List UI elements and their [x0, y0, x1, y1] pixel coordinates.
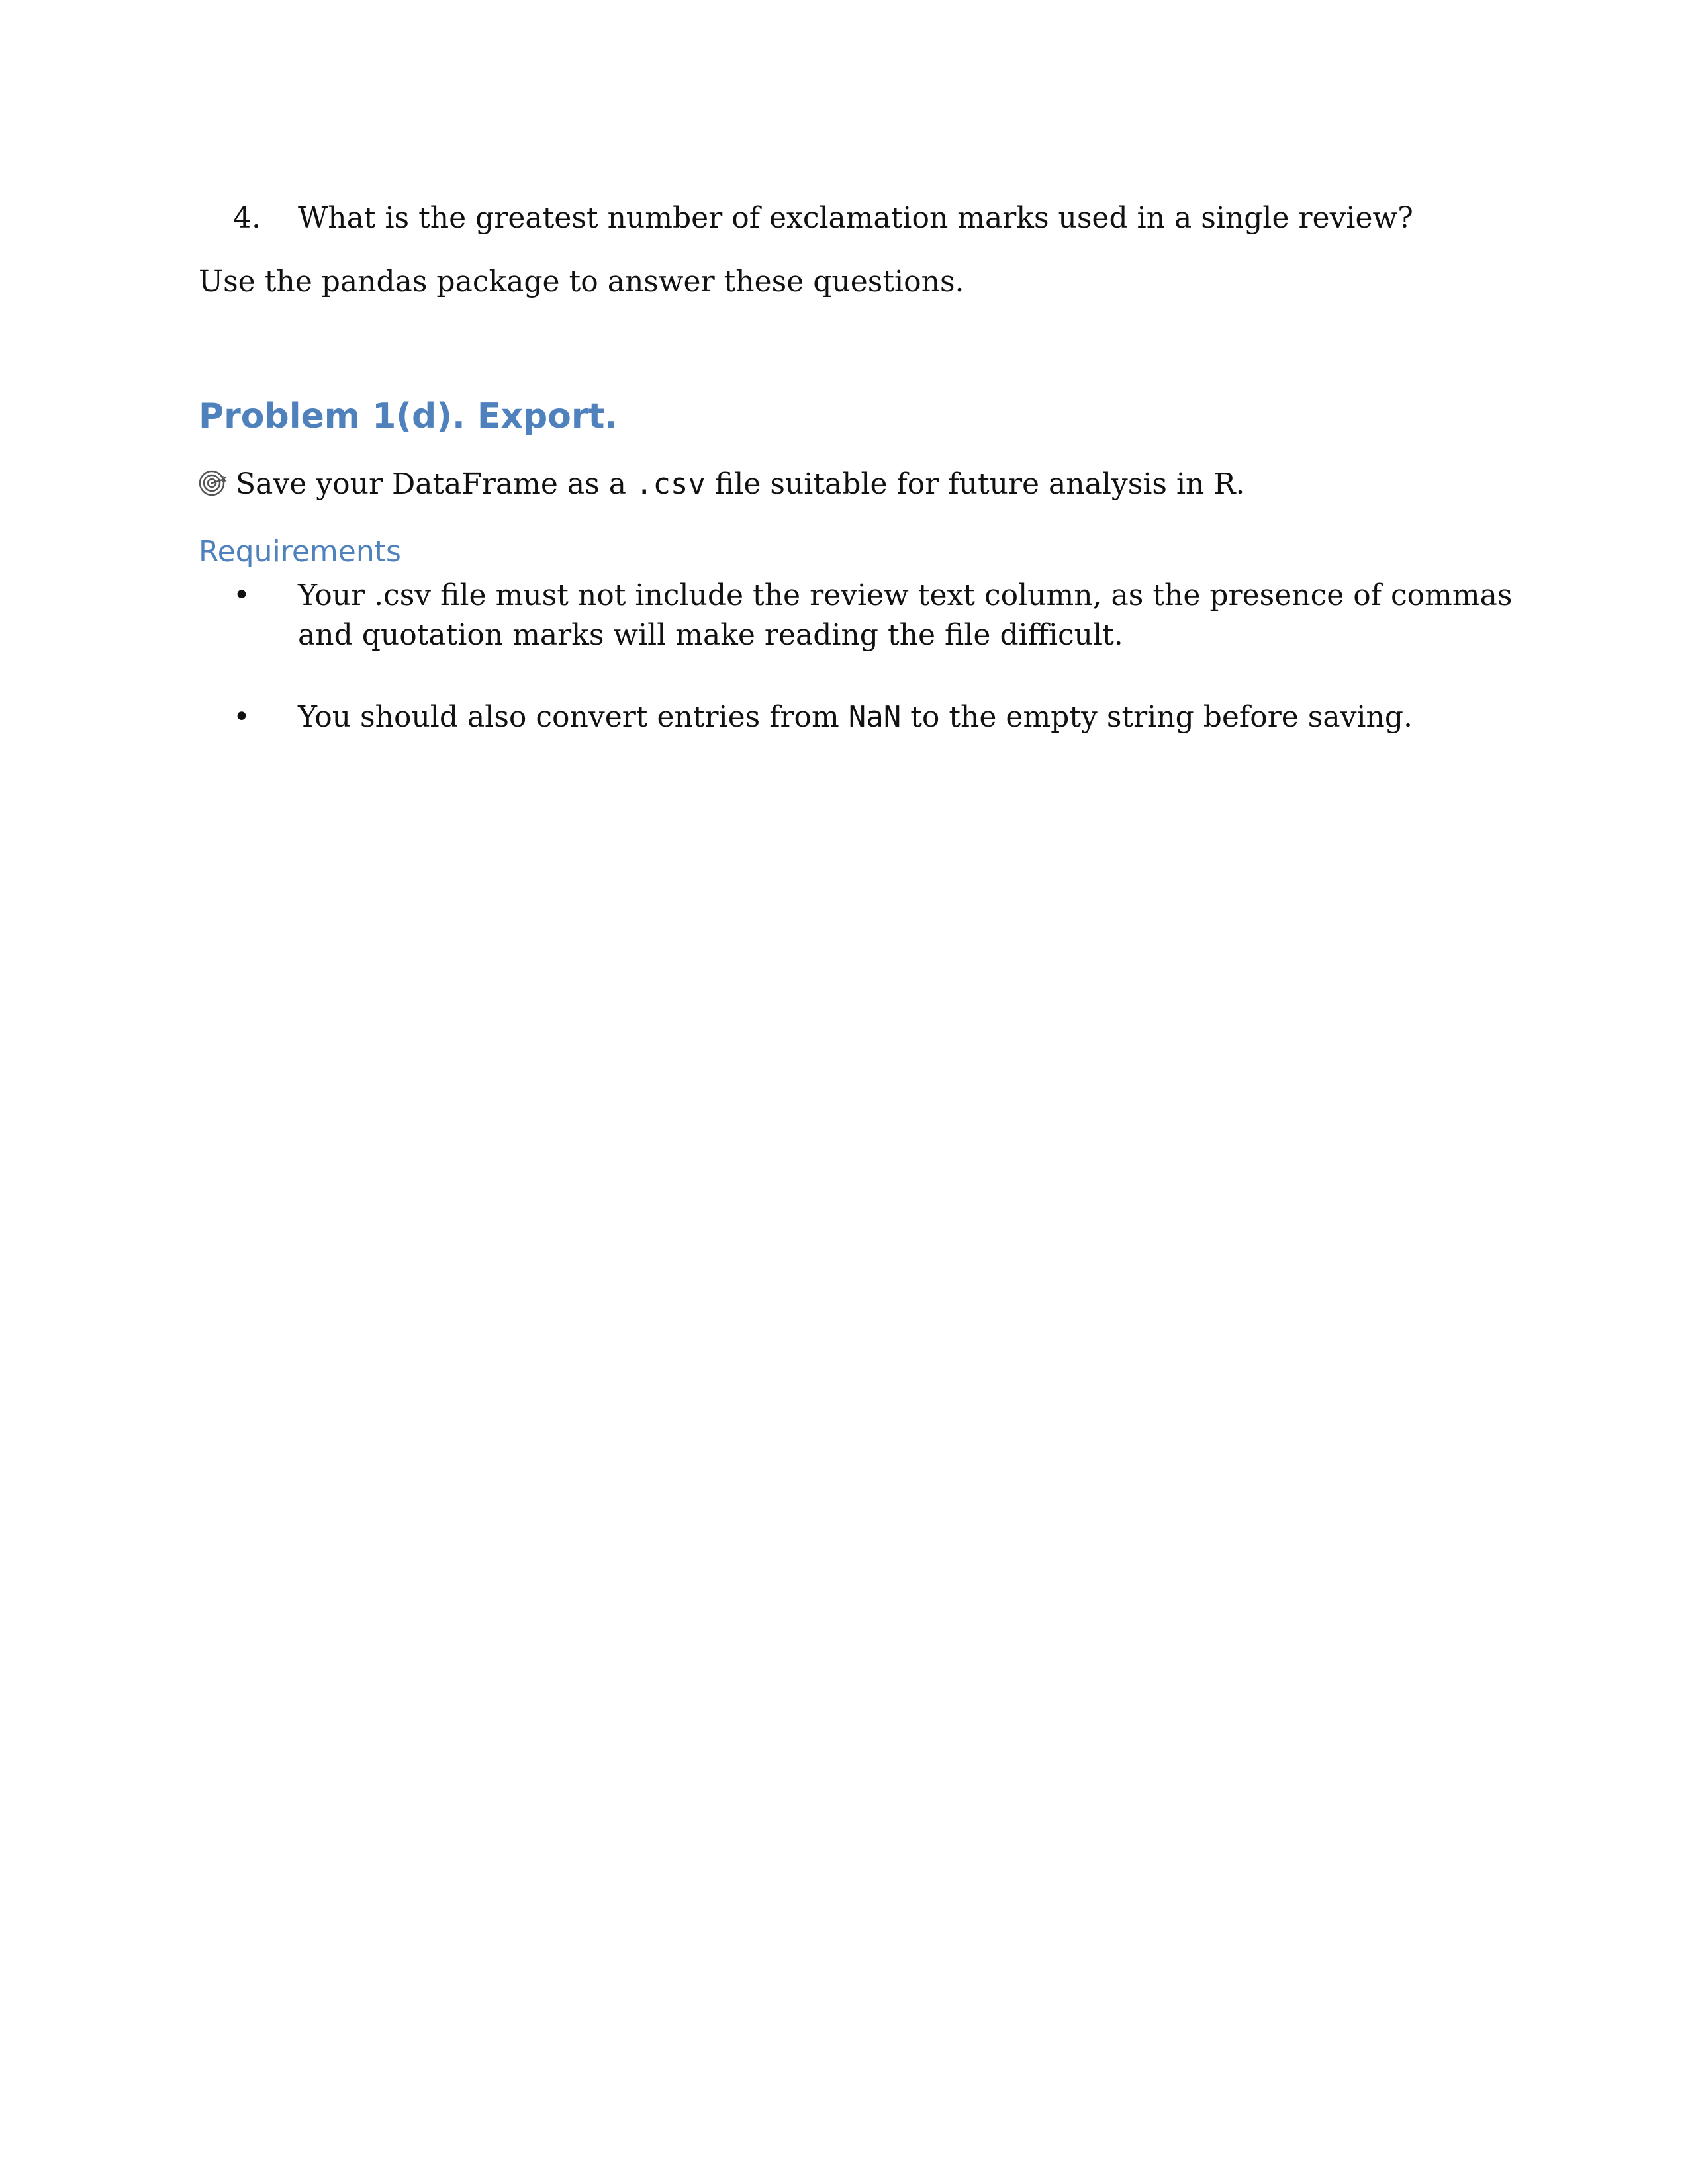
requirement-1-line-2: and quotation marks will make reading the file difficult. — [298, 618, 1123, 652]
requirement-1-line-1: Your .csv file must not include the review text column, as the presence of commas — [298, 578, 1513, 612]
instruction-paragraph: Use the pandas package to answer these questions. — [199, 265, 964, 298]
requirement-bullet: • — [233, 700, 250, 734]
problem-heading: Problem 1(d). Export. — [199, 396, 618, 436]
goal-prefix: Save your DataFrame as a — [236, 467, 635, 501]
list-item-text: What is the greatest number of exclamation marks used in a single review? — [298, 201, 1413, 235]
requirement-2 — [298, 698, 1413, 737]
goal-line — [199, 465, 1244, 504]
requirement-2-suffix: to the empty string before saving. — [901, 700, 1413, 734]
list-item-number: 4. — [233, 201, 261, 235]
requirement-2-prefix: You should also convert entries from — [298, 700, 849, 734]
goal-code: .csv — [635, 467, 706, 501]
goal-suffix: file suitable for future analysis in R. — [705, 467, 1245, 501]
requirement-2-code: NaN — [848, 700, 902, 734]
target-icon — [199, 469, 228, 498]
requirement-bullet: • — [233, 578, 250, 612]
requirements-heading: Requirements — [199, 535, 401, 569]
